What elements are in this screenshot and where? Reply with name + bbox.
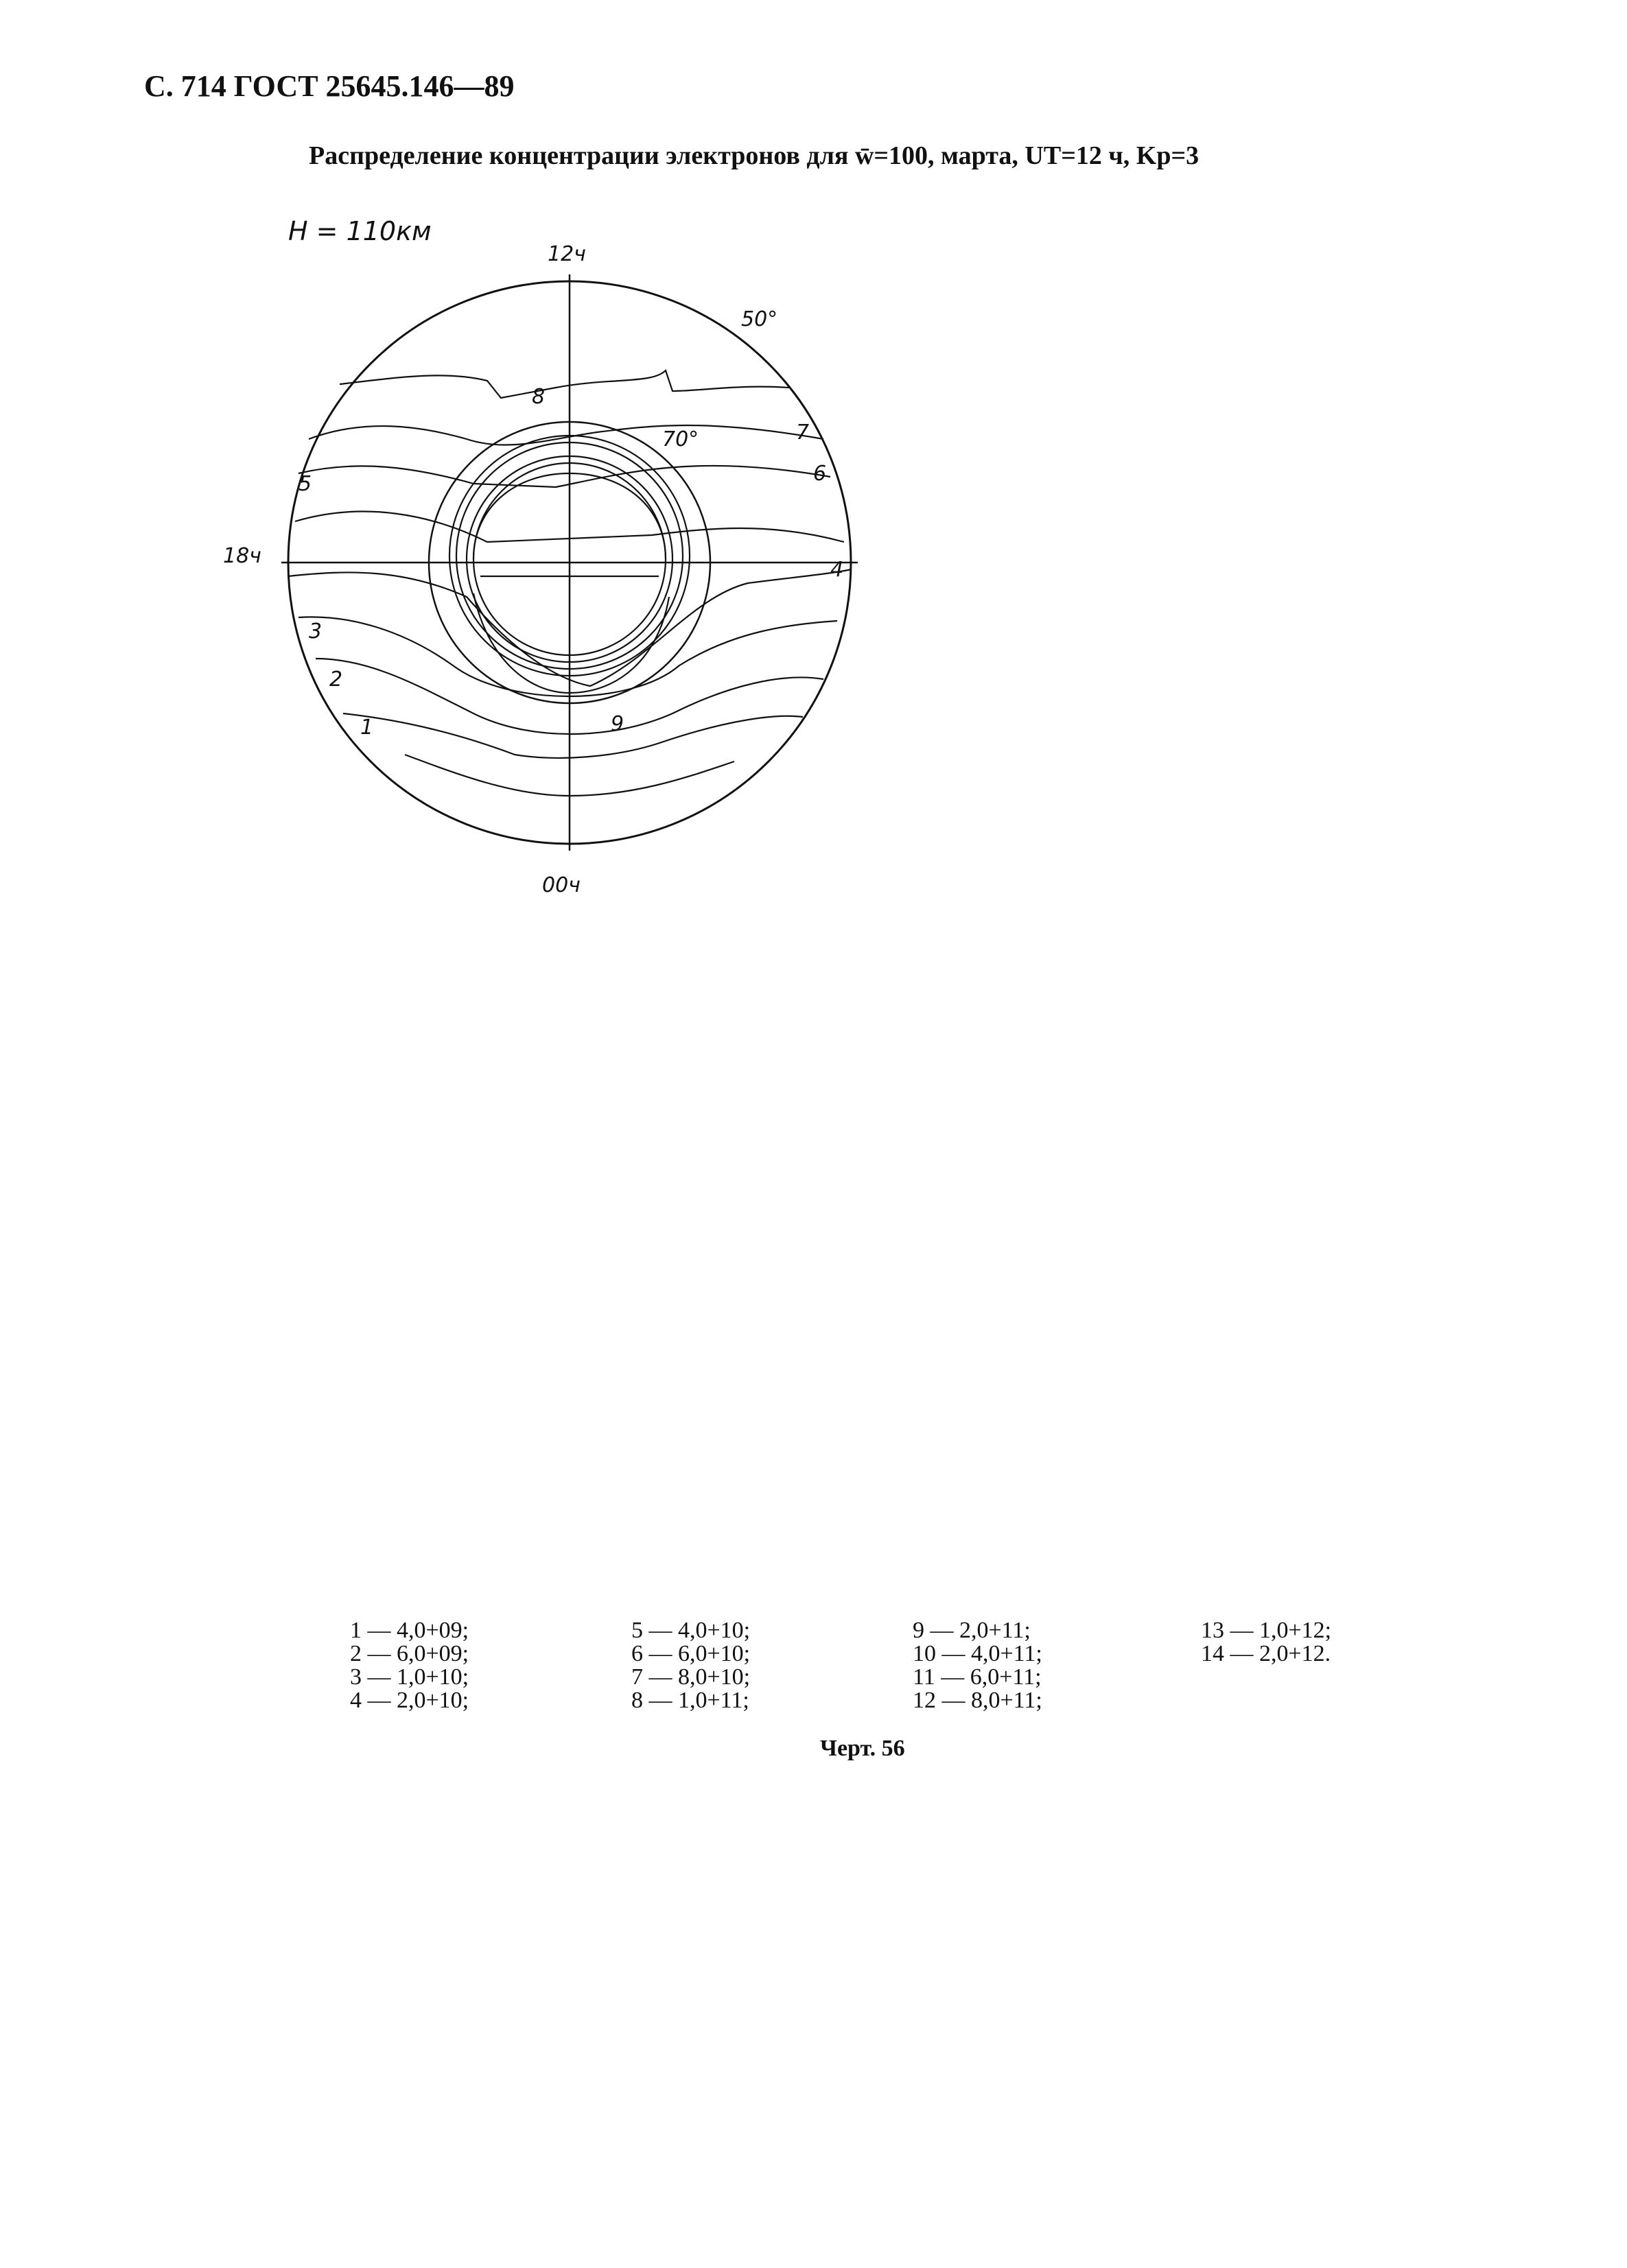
figure-caption: Черт. 56 bbox=[820, 1736, 905, 1761]
contour-label-5: 5 bbox=[299, 472, 312, 496]
legend-item: 14 — 2,0+12. bbox=[1201, 1641, 1331, 1666]
figure-title: Распределение концентрации электронов для w̄=100, марта, UT=12 ч, Kp=3 bbox=[309, 141, 1199, 170]
legend-item: 2 — 6,0+09; bbox=[350, 1641, 469, 1666]
contour-label-8: 8 bbox=[532, 385, 546, 409]
legend-column-4 bbox=[1201, 1619, 1331, 1666]
lat-label-50: 50° bbox=[741, 307, 778, 331]
page-header: С. 714 ГОСТ 25645.146—89 bbox=[144, 69, 515, 103]
time-label-00h: 00ч bbox=[542, 873, 581, 897]
legend-item: 12 — 8,0+11; bbox=[913, 1688, 1042, 1713]
legend-item: 11 — 6,0+11; bbox=[913, 1664, 1042, 1690]
contour-label-7: 7 bbox=[796, 421, 810, 445]
legend-item: 9 — 2,0+11; bbox=[913, 1618, 1031, 1643]
polar-contour-map bbox=[223, 213, 871, 912]
lat-label-70: 70° bbox=[662, 427, 699, 451]
legend-item: 5 — 4,0+10; bbox=[631, 1618, 751, 1643]
legend-item: 6 — 6,0+10; bbox=[631, 1641, 751, 1666]
legend-item: 13 — 1,0+12; bbox=[1201, 1618, 1332, 1643]
contour-label-1: 1 bbox=[360, 716, 374, 740]
height-label: H = 110км bbox=[288, 216, 432, 246]
legend-item: 3 — 1,0+10; bbox=[350, 1664, 469, 1690]
contour-panel-110km bbox=[223, 213, 871, 912]
legend-item: 1 — 4,0+09; bbox=[350, 1618, 469, 1643]
time-label-18h: 18ч bbox=[223, 544, 261, 568]
contour-label-6: 6 bbox=[813, 462, 827, 486]
contour-label-9: 9 bbox=[611, 712, 624, 736]
legend-item: 10 — 4,0+11; bbox=[913, 1641, 1042, 1666]
contour-label-2: 2 bbox=[329, 668, 343, 692]
legend-column-3 bbox=[913, 1619, 1042, 1712]
time-label-12h: 12ч bbox=[548, 242, 586, 266]
legend-column-1 bbox=[350, 1619, 469, 1712]
legend-item: 4 — 2,0+10; bbox=[350, 1688, 469, 1713]
contour-label-3: 3 bbox=[309, 619, 323, 643]
legend-item: 7 — 8,0+10; bbox=[631, 1664, 751, 1690]
legend-column-2 bbox=[631, 1619, 750, 1712]
contour-label-4: 4 bbox=[830, 558, 844, 582]
legend-item: 8 — 1,0+11; bbox=[631, 1688, 749, 1713]
